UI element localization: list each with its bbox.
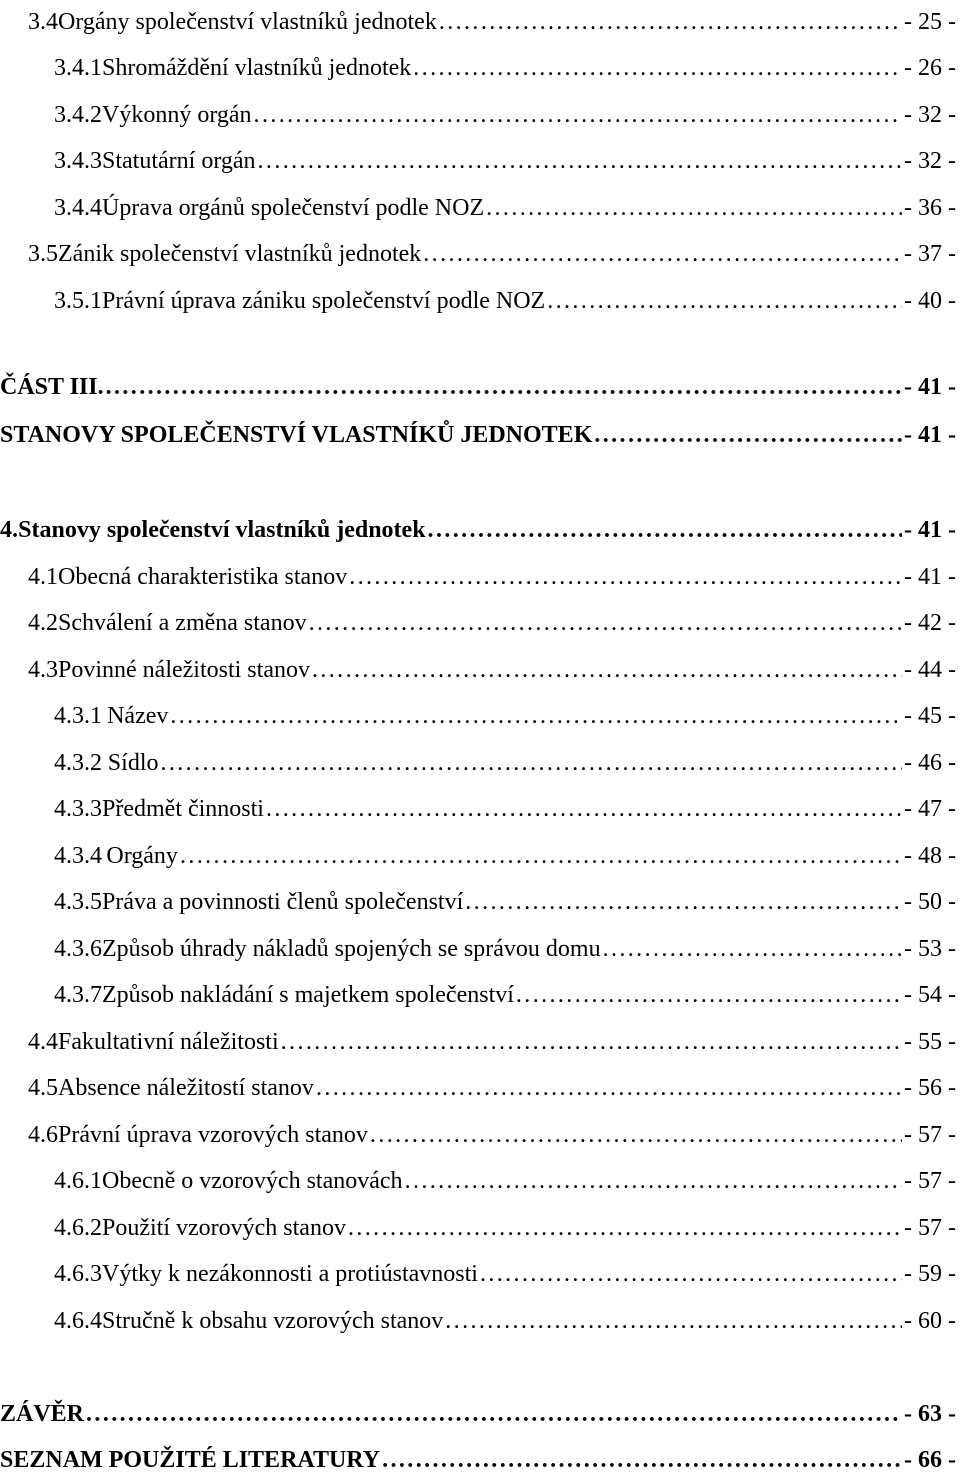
toc-entry-page: - 63 - xyxy=(904,1401,956,1427)
toc-entry-number: 4.4 xyxy=(28,1029,58,1055)
toc-entry-title: Povinné náležitosti stanov xyxy=(58,657,310,683)
toc-entry-part[interactable] xyxy=(0,365,960,399)
toc-entry-page: - 41 - xyxy=(904,564,956,590)
toc-entry-page: - 56 - xyxy=(904,1075,956,1101)
toc-entry-page: - 55 - xyxy=(904,1029,956,1055)
toc-entry[interactable] xyxy=(0,232,960,266)
toc-entry-title: Shromáždění vlastníků jednotek xyxy=(102,55,412,81)
toc-entry-page: - 48 - xyxy=(904,843,956,869)
toc-entry-page: - 53 - xyxy=(904,936,956,962)
toc-dot-leader xyxy=(413,56,902,80)
toc-entry-title: Práva a povinnosti členů společenství xyxy=(102,889,464,915)
toc-entry-page: - 37 - xyxy=(904,241,956,267)
toc-entry[interactable] xyxy=(0,927,960,961)
toc-entry-page: - 41 - xyxy=(904,422,956,448)
toc-entry[interactable] xyxy=(0,1252,960,1286)
toc-entry[interactable] xyxy=(0,93,960,127)
toc-dot-leader xyxy=(254,103,902,127)
toc-entry-number: 4.3.3 xyxy=(54,796,102,822)
toc-entry-number: 4.6.2 xyxy=(54,1215,102,1241)
toc-entry-page: - 26 - xyxy=(904,55,956,81)
toc-dot-leader xyxy=(258,149,902,173)
toc-entry[interactable] xyxy=(0,1066,960,1100)
toc-entry[interactable] xyxy=(0,1020,960,1054)
toc-dot-leader xyxy=(86,1402,902,1426)
toc-dot-leader xyxy=(445,1309,902,1333)
toc-entry-title: Způsob nakládání s majetkem společenství xyxy=(102,982,514,1008)
toc-entry-title: Předmět činnosti xyxy=(102,796,264,822)
toc-entry-title: ČÁST III. xyxy=(0,374,104,400)
toc-entry-page: - 42 - xyxy=(904,610,956,636)
toc-dot-leader xyxy=(281,1030,902,1054)
toc-entry-page: - 32 - xyxy=(904,148,956,174)
toc-dot-leader xyxy=(465,890,902,914)
toc-entry-title: Obecná charakteristika stanov xyxy=(58,564,348,590)
toc-entry[interactable] xyxy=(0,880,960,914)
toc-entry-number: 3.4.2 xyxy=(54,102,102,128)
toc-entry-page: - 57 - xyxy=(904,1122,956,1148)
toc-entry-number: 4.1 xyxy=(28,564,58,590)
toc-entry[interactable] xyxy=(0,1159,960,1193)
toc-entry[interactable] xyxy=(0,973,960,1007)
toc-entry-title: Právní úprava vzorových stanov xyxy=(58,1122,368,1148)
toc-entry-number: 4.6 xyxy=(28,1122,58,1148)
toc-entry-title: Úprava orgánů společenství podle NOZ xyxy=(102,195,485,221)
toc-entry-number: 4.3.1 xyxy=(54,703,102,729)
toc-entry-part[interactable] xyxy=(0,1392,960,1426)
toc-entry-number: 4.3.4 xyxy=(54,843,102,869)
toc-entry-number: 4.3.5 xyxy=(54,889,102,915)
toc-entry[interactable] xyxy=(0,1113,960,1147)
toc-dot-leader xyxy=(180,844,902,868)
toc-entry[interactable] xyxy=(0,648,960,682)
toc-entry[interactable] xyxy=(0,139,960,173)
toc-dot-leader xyxy=(439,10,902,34)
toc-dot-leader xyxy=(428,518,902,542)
toc-dot-leader xyxy=(594,423,902,447)
toc-entry-number: 3.5 xyxy=(28,241,58,267)
toc-entry-number: 4.2 xyxy=(28,610,58,636)
toc-entry-number: 3.4.1 xyxy=(54,55,102,81)
toc-entry-title: Použití vzorových stanov xyxy=(102,1215,346,1241)
toc-entry-page: - 41 - xyxy=(904,374,956,400)
toc-dot-leader xyxy=(603,937,902,961)
toc-entry-page: - 60 - xyxy=(904,1308,956,1334)
toc-dot-leader xyxy=(160,751,902,775)
toc-dot-leader xyxy=(170,704,902,728)
toc-dot-leader xyxy=(423,242,902,266)
toc-entry[interactable] xyxy=(0,787,960,821)
toc-entry-page: - 32 - xyxy=(904,102,956,128)
toc-entry-number: 4.3.2 xyxy=(54,750,102,776)
toc-entry-page: - 50 - xyxy=(904,889,956,915)
toc-entry-title: Orgány xyxy=(106,843,178,869)
toc-entry-number: 4.3.7 xyxy=(54,982,102,1008)
toc-entry-page: - 57 - xyxy=(904,1215,956,1241)
toc-entry-page: - 41 - xyxy=(904,517,956,543)
toc-entry[interactable] xyxy=(0,741,960,775)
toc-entry-title: Způsob úhrady nákladů spojených se správou domu xyxy=(102,936,601,962)
toc-dot-leader xyxy=(309,611,902,635)
toc-dot-leader xyxy=(266,797,902,821)
toc-dot-leader xyxy=(486,196,902,220)
toc-entry[interactable] xyxy=(0,1206,960,1240)
toc-dot-leader xyxy=(516,983,902,1007)
toc-entry-part[interactable] xyxy=(0,413,960,447)
toc-entry[interactable] xyxy=(0,601,960,635)
toc-entry-title: Sídlo xyxy=(107,750,159,776)
toc-entry-title: Schválení a změna stanov xyxy=(58,610,307,636)
toc-entry-title: Výtky k nezákonnosti a protiústavnosti xyxy=(102,1261,478,1287)
toc-dot-leader xyxy=(348,1216,902,1240)
toc-dot-leader xyxy=(316,1076,902,1100)
toc-entry[interactable] xyxy=(0,186,960,220)
toc-entry-title: Zánik společenství vlastníků jednotek xyxy=(58,241,422,267)
toc-entry-title: Právní úprava zániku společenství podle NOZ xyxy=(102,288,546,314)
toc-entry-page: - 25 - xyxy=(904,9,956,35)
toc-entry-page: - 36 - xyxy=(904,195,956,221)
toc-entry-page: - 54 - xyxy=(904,982,956,1008)
toc-entry[interactable] xyxy=(0,1299,960,1333)
toc-entry-title: Fakultativní náležitosti xyxy=(58,1029,279,1055)
toc-entry-number: 4.3 xyxy=(28,657,58,683)
toc-entry-number: 3.4.4 xyxy=(54,195,102,221)
toc-entry-page: - 40 - xyxy=(904,288,956,314)
toc-entry[interactable] xyxy=(0,46,960,80)
toc-dot-leader xyxy=(370,1123,902,1147)
toc-entry-number: 3.4.3 xyxy=(54,148,102,174)
toc-entry-page: - 46 - xyxy=(904,750,956,776)
toc-entry-page: - 59 - xyxy=(904,1261,956,1287)
toc-entry-number: 3.5.1 xyxy=(54,288,102,314)
toc-entry-title: ZÁVĚR xyxy=(0,1401,85,1427)
toc-entry-number: 4.3.6 xyxy=(54,936,102,962)
toc-entry-page: - 45 - xyxy=(904,703,956,729)
toc-entry-title: Stručně k obsahu vzorových stanov xyxy=(102,1308,444,1334)
toc-dot-leader xyxy=(312,658,902,682)
toc-entry[interactable] xyxy=(0,279,960,313)
toc-entry-number: 4.6.1 xyxy=(54,1168,102,1194)
toc-entry-number: 4.6.4 xyxy=(54,1308,102,1334)
toc-entry-title: Statutární orgán xyxy=(102,148,256,174)
toc-dot-leader xyxy=(349,565,902,589)
toc-dot-leader xyxy=(382,1448,902,1472)
toc-entry-title: Název xyxy=(107,703,169,729)
toc-entry-title: SEZNAM POUŽITÉ LITERATURY xyxy=(0,1447,381,1473)
toc-dot-leader xyxy=(106,375,902,399)
toc-entry-number: 4.6.3 xyxy=(54,1261,102,1287)
toc-entry-title: Absence náležitostí stanov xyxy=(58,1075,314,1101)
toc-entry-part[interactable] xyxy=(0,1438,960,1472)
toc-entry-number: 4. xyxy=(0,517,18,543)
toc-entry-number: 3.4 xyxy=(28,9,58,35)
toc-entry-page: - 47 - xyxy=(904,796,956,822)
toc-entry[interactable] xyxy=(0,508,960,542)
toc-entry-title: Obecně o vzorových stanovách xyxy=(102,1168,403,1194)
toc-entry-page: - 57 - xyxy=(904,1168,956,1194)
toc-dot-leader xyxy=(547,289,902,313)
toc-dot-leader xyxy=(480,1262,902,1286)
toc-entry-page: - 66 - xyxy=(904,1447,956,1473)
toc-entry-title: Výkonný orgán xyxy=(102,102,252,128)
toc-dot-leader xyxy=(405,1169,902,1193)
toc-entry[interactable] xyxy=(0,834,960,868)
toc-entry-title: Orgány společenství vlastníků jednotek xyxy=(58,9,437,35)
toc-entry-number: 4.5 xyxy=(28,1075,58,1101)
toc-entry[interactable] xyxy=(0,694,960,728)
toc-entry-page: - 44 - xyxy=(904,657,956,683)
toc-entry[interactable] xyxy=(0,0,960,34)
toc-entry-title: Stanovy společenství vlastníků jednotek xyxy=(18,517,426,543)
toc-entry-title: STANOVY SPOLEČENSTVÍ VLASTNÍKŮ JEDNOTEK xyxy=(0,422,593,448)
toc-entry[interactable] xyxy=(0,555,960,589)
